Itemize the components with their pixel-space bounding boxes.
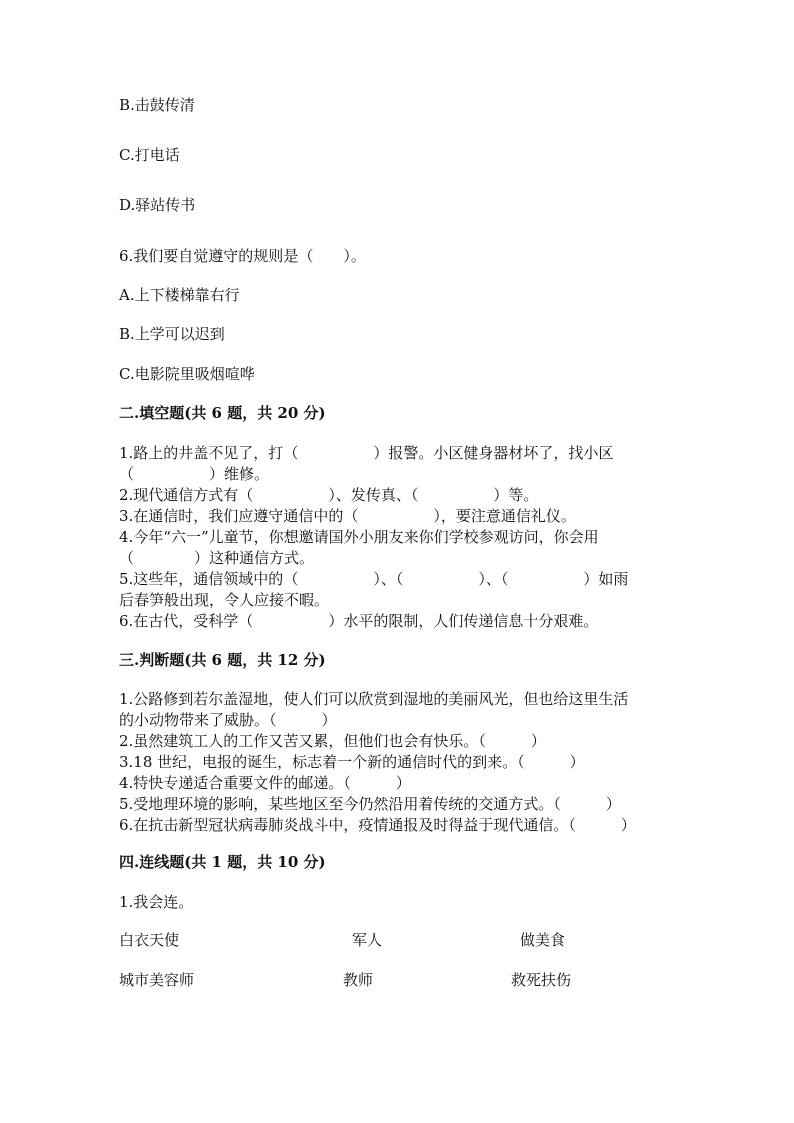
option-q5-d: D.驿站传书	[119, 196, 196, 214]
section-heading-matching: 四.连线题(共 1 题，共 10 分)	[119, 853, 326, 871]
option-q6-b: B.上学可以迟到	[119, 325, 225, 343]
fill-in-line-9: 6.在古代，受科学（ ）水平的限制，人们传递信息十分艰难。	[119, 612, 599, 630]
fill-in-line-6: （ ）这种通信方式。	[119, 549, 315, 567]
true-false-line-7: 6.在抗击新型冠状病毒肺炎战斗中，疫情通报及时得益于现代通信。（ ）	[119, 816, 636, 834]
fill-in-line-2: （ ）维修。	[119, 465, 270, 483]
true-false-line-1: 1.公路修到若尔盖湿地，使人们可以欣赏到湿地的美丽风光，但也给这里生活	[119, 690, 629, 708]
match-left-1: 白衣天使	[119, 931, 180, 949]
fill-in-line-7: 5.这些年，通信领域中的（ ）、（ ）、（ ）如雨	[119, 570, 629, 588]
match-middle-1: 军人	[352, 931, 383, 949]
question-6-stem: 6.我们要自觉遵守的规则是（ ）。	[119, 247, 366, 265]
section-heading-fill-in: 二.填空题(共 6 题，共 20 分)	[119, 404, 326, 422]
fill-in-line-3: 2.现代通信方式有（ ）、发传真、（ ）等。	[119, 486, 539, 504]
option-q5-b: B.击鼓传清	[119, 96, 195, 114]
section-heading-true-false: 三.判断题(共 6 题，共 12 分)	[119, 651, 326, 669]
true-false-line-4: 3.18 世纪，电报的诞生，标志着一个新的通信时代的到来。（ ）	[119, 753, 585, 771]
match-left-2: 城市美容师	[119, 971, 195, 989]
fill-in-line-1: 1.路上的井盖不见了，打（ ）报警。小区健身器材坏了，找小区	[119, 444, 614, 462]
matching-stem: 1.我会连。	[119, 893, 194, 911]
fill-in-line-8: 后春笋般出现，令人应接不暇。	[119, 591, 330, 609]
option-q6-a: A.上下楼梯靠右行	[119, 286, 240, 304]
true-false-line-2: 的小动物带来了威胁。（ ）	[119, 711, 337, 729]
match-middle-2: 教师	[343, 971, 374, 989]
match-right-2: 救死扶伤	[511, 971, 572, 989]
option-q5-c: C.打电话	[119, 146, 180, 164]
match-right-1: 做美食	[520, 931, 566, 949]
true-false-line-5: 4.特快专递适合重要文件的邮递。（ ）	[119, 774, 411, 792]
fill-in-line-4: 3.在通信时，我们应遵守通信中的（ ），要注意通信礼仪。	[119, 507, 576, 525]
option-q6-c: C.电影院里吸烟喧哗	[119, 365, 255, 383]
fill-in-line-5: 4.今年“六一”儿童节，你想邀请国外小朋友来你们学校参观访问，你会用	[119, 528, 599, 546]
true-false-line-3: 2.虽然建筑工人的工作又苦又累，但他们也会有快乐。（ ）	[119, 732, 546, 750]
true-false-line-6: 5.受地理环境的影响，某些地区至今仍然沿用着传统的交通方式。（ ）	[119, 795, 621, 813]
